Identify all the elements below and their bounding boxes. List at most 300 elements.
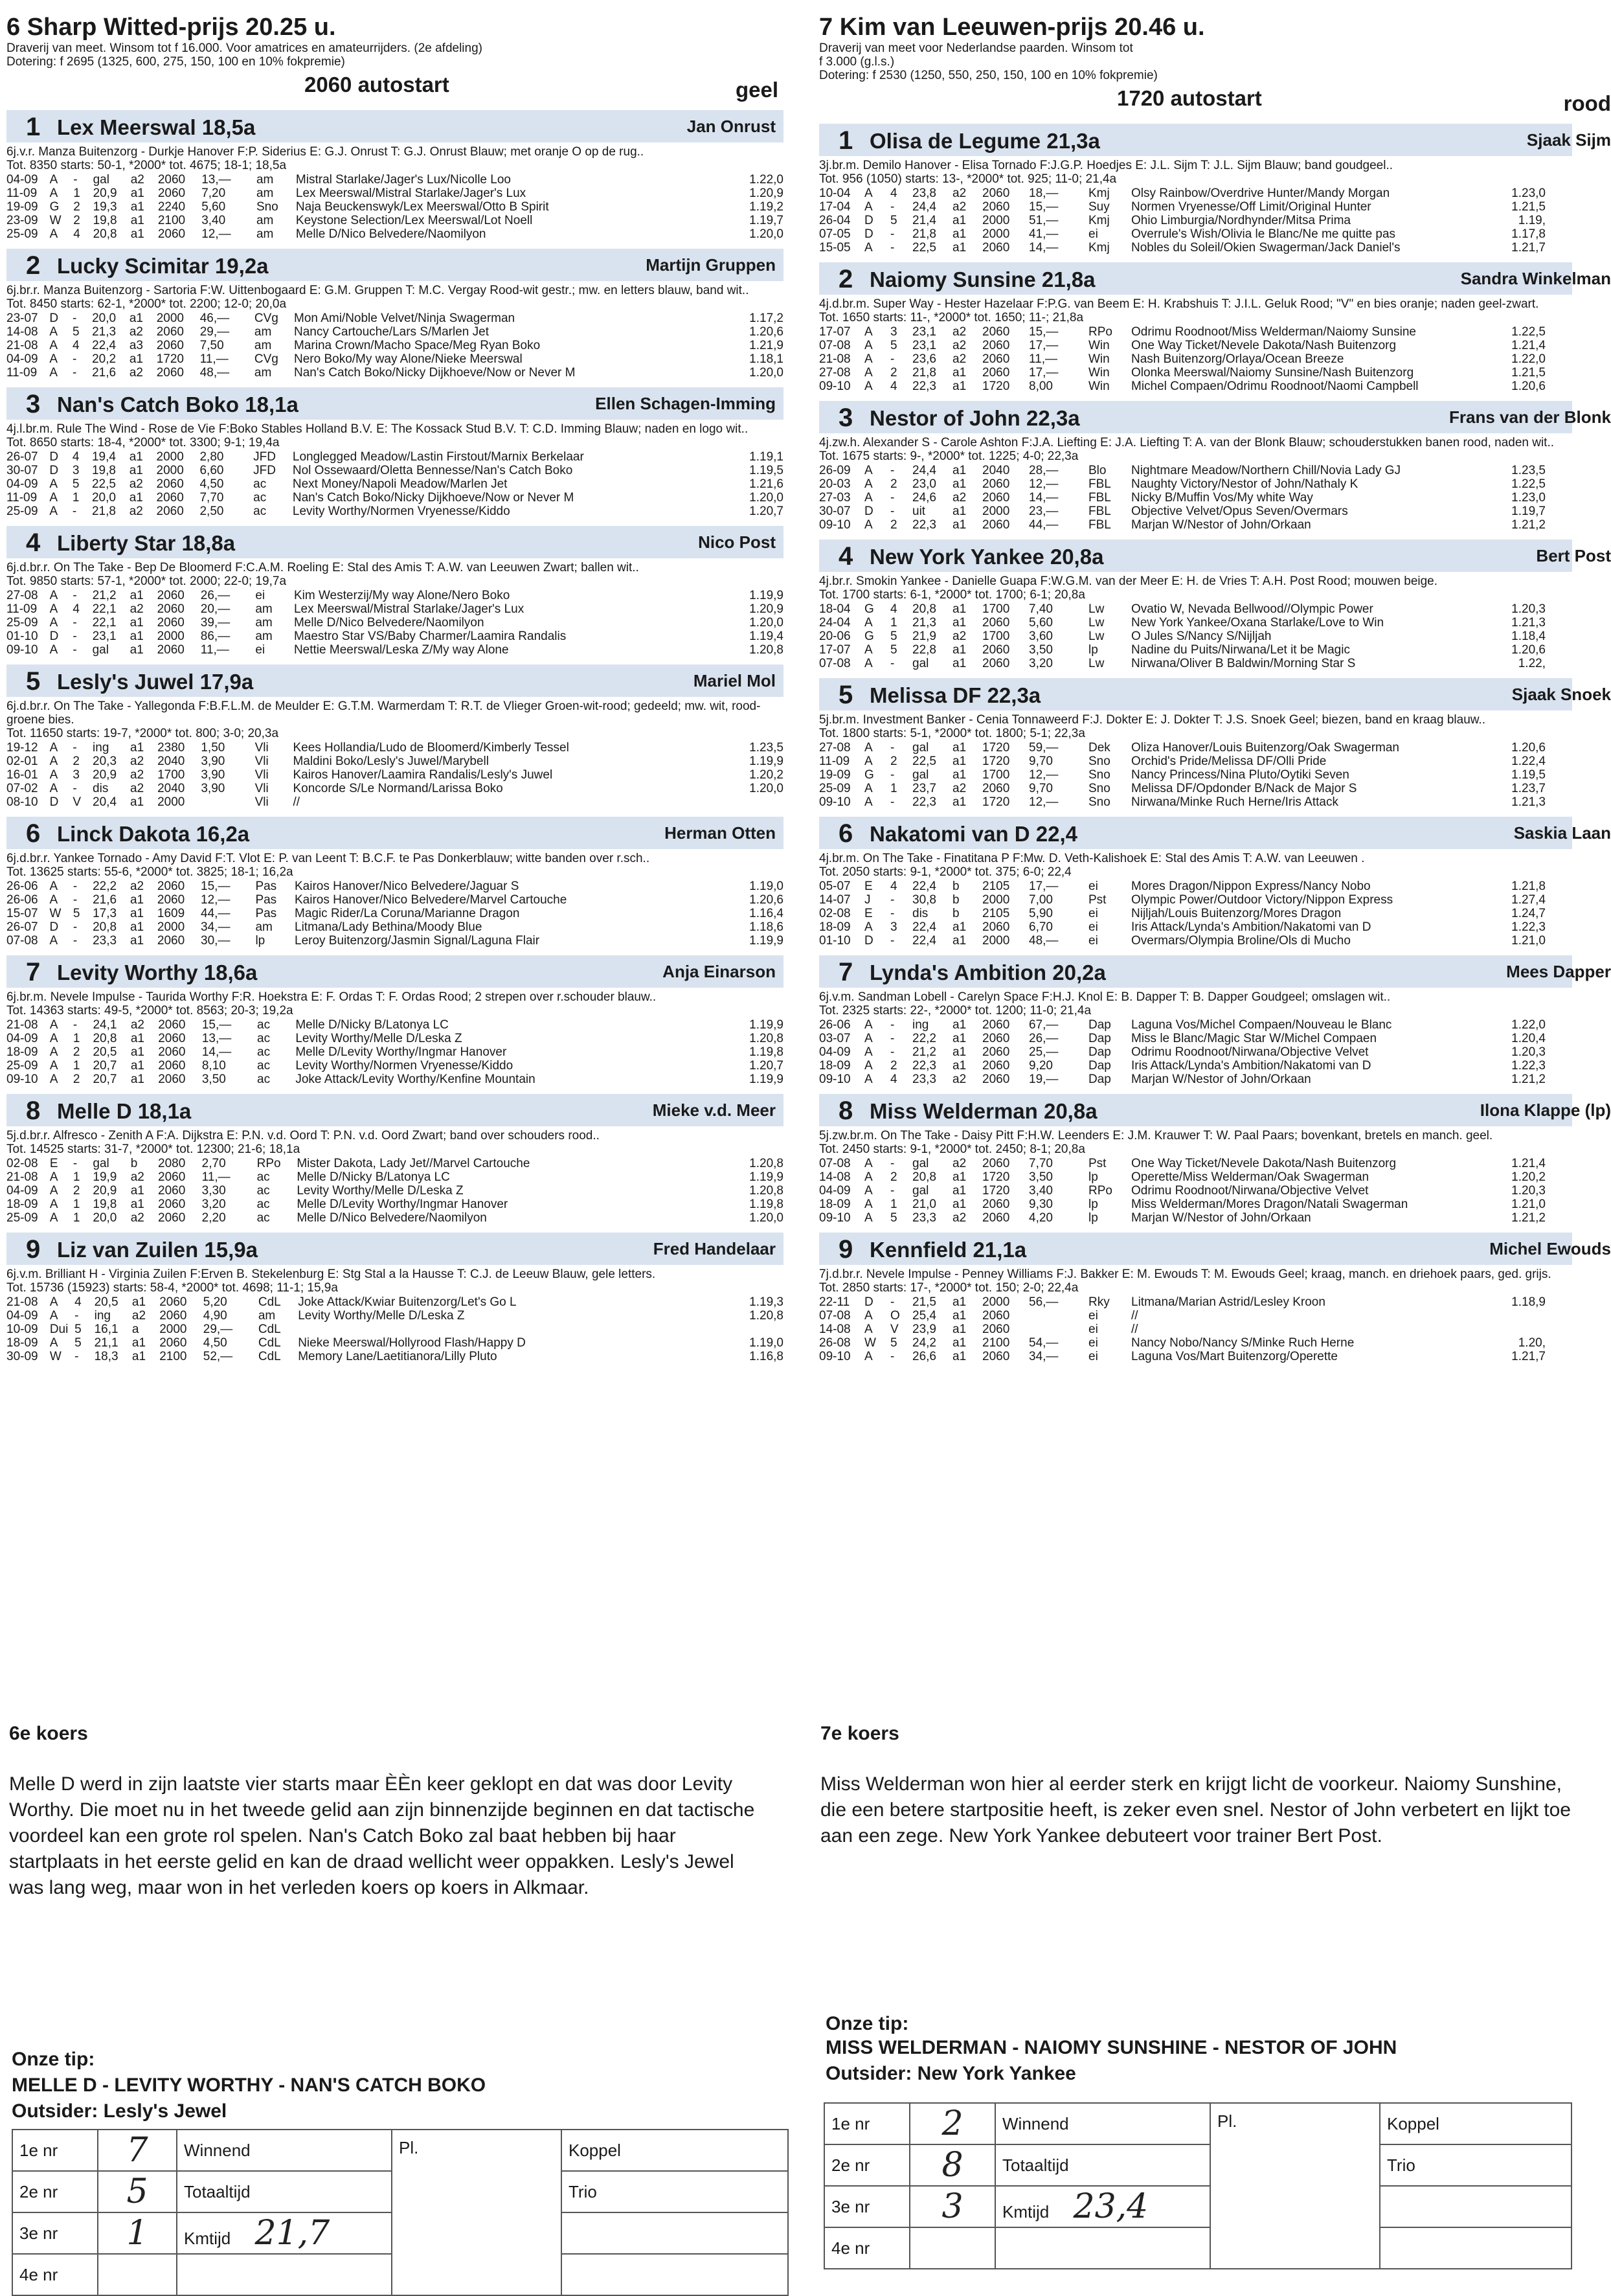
- result-cell: New York Yankee/Oxana Starlake/Love to Win: [1131, 616, 1384, 630]
- result-cell: Blo: [1088, 464, 1107, 477]
- result-cell: A: [49, 768, 58, 782]
- slip-pl-cell[interactable]: [1210, 2103, 1380, 2269]
- result-cell: A: [864, 1350, 873, 1363]
- result-cell: 1.19,5: [749, 464, 783, 477]
- result-row: [819, 352, 1546, 366]
- result-cell: 2105: [982, 880, 1010, 893]
- result-row: [819, 339, 1546, 352]
- horse-header-bar: [6, 249, 783, 281]
- slip-empty-cell[interactable]: [561, 2212, 788, 2254]
- result-cell: lp: [1088, 1170, 1098, 1184]
- result-cell: 1.23,7: [1511, 782, 1546, 795]
- result-cell: 9,20: [1029, 1059, 1053, 1073]
- result-cell: a2: [952, 630, 967, 643]
- slip-row: [824, 2144, 1572, 2186]
- result-cell: A: [864, 241, 873, 255]
- result-cell: 2000: [156, 464, 184, 477]
- horse-header-bar: [6, 1233, 783, 1265]
- result-cell: 20,3: [93, 755, 117, 768]
- result-cell: 1.20,0: [749, 227, 783, 241]
- race-6-distance: 2060 autostart: [304, 73, 449, 97]
- result-cell: a1: [131, 1295, 146, 1309]
- result-cell: 23-09: [6, 214, 38, 227]
- result-cell: gal: [912, 741, 929, 755]
- result-cell: G: [864, 602, 874, 616]
- result-cell: 14-08: [819, 1170, 851, 1184]
- result-cell: -: [73, 920, 78, 934]
- result-cell: a2: [952, 352, 967, 366]
- result-cell: 2060: [157, 893, 185, 907]
- slip-empty-cell[interactable]: [177, 2254, 392, 2295]
- result-cell: 1: [890, 616, 897, 630]
- result-cell: Operette/Miss Welderman/Oak Swagerman: [1131, 1170, 1369, 1184]
- result-cell: A: [49, 477, 58, 491]
- result-cell: -: [890, 768, 895, 782]
- race-7-horse-list: [819, 124, 1611, 1363]
- result-cell: am: [255, 602, 273, 616]
- result-cell: 1.20,0: [749, 782, 783, 795]
- result-cell: 2060: [982, 491, 1010, 505]
- result-cell: 2060: [982, 1032, 1010, 1045]
- slip-entry[interactable]: [910, 2103, 995, 2144]
- result-cell: 2060: [158, 1211, 186, 1225]
- slip-row-label: 2e nr: [12, 2171, 98, 2212]
- result-cell: Kmj: [1088, 241, 1110, 255]
- horse-header-bar: [819, 678, 1611, 710]
- slip-entry[interactable]: [910, 2186, 995, 2227]
- result-cell: 2060: [982, 241, 1010, 255]
- result-cell: 1.27,4: [1511, 893, 1546, 907]
- result-cell: 5: [73, 325, 80, 339]
- result-cell: [1494, 1309, 1546, 1323]
- result-cell: -: [890, 352, 895, 366]
- result-cell: 5,60: [1029, 616, 1053, 630]
- result-cell: Laguna Vos/Michel Compaen/Nouveau le Blanc: [1131, 1018, 1392, 1032]
- horse-entry: [6, 387, 783, 518]
- result-cell: Kairos Hanover/Nico Belvedere/Jaguar S: [295, 880, 519, 893]
- result-cell: 5,20: [203, 1295, 227, 1309]
- result-cell: a1: [952, 464, 967, 477]
- result-cell: 17,—: [1029, 880, 1059, 893]
- horse-pedigree: 6j.d.br.r. On The Take - Bep De Bloomerd F:C.A.M. Roeling E: Stal des Amis T: A.W. van Leeuwen Zwart; ballen wit..: [6, 561, 639, 574]
- result-cell: A: [49, 934, 58, 948]
- result-row: [819, 200, 1546, 214]
- result-cell: b: [130, 1157, 138, 1170]
- horse-pedigree: 5j.zw.br.m. On The Take - Daisy Pitt F:H.W. Leenders E: J.M. Krauwer T: W. Paal Paars; bovenkant, bretels en manch. geel.: [819, 1129, 1493, 1142]
- result-row: [819, 657, 1546, 670]
- horse-name: Nakatomi van D 22,4: [870, 822, 1077, 846]
- result-cell: A: [49, 1309, 58, 1323]
- result-cell: 1.21,8: [1511, 880, 1546, 893]
- result-cell: Pst: [1088, 1157, 1107, 1170]
- result-cell: Win: [1088, 366, 1110, 380]
- result-cell: 2380: [157, 741, 185, 755]
- slip-totaaltijd-label: Totaaltijd: [995, 2144, 1210, 2186]
- result-cell: W: [49, 1350, 62, 1363]
- result-cell: D: [864, 934, 873, 948]
- result-cell: 21,4: [912, 214, 936, 227]
- result-cell: Laguna Vos/Mart Buitenzorg/Operette: [1131, 1350, 1338, 1363]
- result-cell: 52,—: [203, 1350, 233, 1363]
- result-cell: Naja Beuckenswyk/Lex Meerswal/Otto B Spirit: [295, 200, 549, 214]
- result-cell: 27-08: [6, 589, 38, 602]
- result-row: [6, 795, 783, 809]
- result-cell: 2,50: [199, 505, 224, 518]
- result-cell: Nash Buitenzorg/Orlaya/Ocean Breeze: [1131, 352, 1344, 366]
- result-cell: 20,9: [93, 187, 117, 200]
- horse-number: 4: [839, 542, 853, 571]
- result-cell: 23,3: [93, 934, 117, 948]
- race-7-color: rood: [1563, 91, 1611, 115]
- result-cell: 14,—: [201, 1045, 232, 1059]
- horse-driver: Ilona Klappe (lp): [1480, 1100, 1611, 1120]
- result-row: [819, 768, 1546, 782]
- slip-entry[interactable]: [98, 2254, 177, 2295]
- horse-results-table: [819, 741, 1546, 809]
- result-cell: 2060: [982, 782, 1010, 795]
- result-row: [6, 934, 783, 948]
- result-cell: A: [864, 352, 873, 366]
- horse-results-table: [819, 1157, 1546, 1225]
- result-cell: -: [74, 1350, 79, 1363]
- result-cell: 5,90: [1029, 907, 1053, 920]
- result-cell: 2000: [982, 934, 1010, 948]
- result-cell: ac: [257, 1032, 271, 1045]
- result-cell: 1: [890, 782, 897, 795]
- slip-entry[interactable]: [98, 2212, 177, 2254]
- result-cell: 24,1: [93, 1018, 117, 1032]
- result-cell: FBL: [1088, 518, 1111, 532]
- result-cell: 19,4: [91, 450, 116, 464]
- result-cell: O: [890, 1309, 900, 1323]
- result-cell: a1: [130, 920, 144, 934]
- result-cell: A: [49, 602, 58, 616]
- slip-entry[interactable]: [98, 2171, 177, 2212]
- result-cell: 59,—: [1029, 741, 1059, 755]
- result-cell: 5: [890, 630, 897, 643]
- result-cell: 26-07: [6, 450, 38, 464]
- result-cell: 21-08: [6, 1018, 38, 1032]
- result-cell: [1494, 1323, 1546, 1336]
- horse-pedigree: 6j.br.m. Nevele Impulse - Taurida Worthy F:R. Hoekstra E: F. Ordas T: F. Ordas Rood; 2 strepen over r.schouder blauw..: [6, 990, 657, 1004]
- horse-number: 5: [26, 667, 41, 696]
- result-row: [6, 505, 783, 518]
- result-cell: 20,9: [93, 1184, 117, 1198]
- result-cell: a1: [130, 214, 144, 227]
- result-cell: 2060: [158, 1059, 186, 1073]
- result-cell: 18-09: [819, 1198, 851, 1211]
- result-cell: 09-10: [819, 518, 851, 532]
- result-row: [819, 616, 1546, 630]
- result-cell: 23-07: [6, 312, 38, 325]
- result-cell: Marjan W/Nestor of John/Orkaan: [1131, 1211, 1311, 1225]
- result-cell: FBL: [1088, 477, 1111, 491]
- result-row: [819, 602, 1546, 616]
- result-cell: A: [864, 1018, 873, 1032]
- result-cell: a1: [952, 241, 967, 255]
- result-cell: Normen Vryenesse/Off Limit/Original Hunter: [1131, 200, 1371, 214]
- result-cell: 8,00: [1029, 380, 1053, 393]
- result-cell: 2040: [982, 464, 1010, 477]
- result-cell: Kees Hollandia/Ludo de Bloomerd/Kimberly Tessel: [293, 741, 569, 755]
- horse-totals: Tot. 1700 starts: 6-1, *2000* tot. 1700; 6-1; 20,8a: [819, 588, 1085, 602]
- result-cell: 1.19,2: [749, 200, 783, 214]
- race-7-conditions: Draverij van meet voor Nederlandse paarden. Winsom tot: [819, 41, 1133, 55]
- slip-entry[interactable]: [910, 2227, 995, 2269]
- result-cell: a1: [131, 1350, 146, 1363]
- result-row: [6, 1184, 783, 1198]
- result-cell: 20,7: [93, 1059, 117, 1073]
- result-cell: 1.17,2: [749, 312, 783, 325]
- result-cell: a1: [952, 227, 967, 241]
- result-cell: Levity Worthy/Normen Vryenesse/Kiddo: [295, 1059, 513, 1073]
- result-cell: 24,2: [912, 1336, 936, 1350]
- result-row: [6, 1323, 783, 1336]
- result-cell: a1: [952, 755, 967, 768]
- result-cell: 2060: [158, 1032, 186, 1045]
- result-cell: 20,0: [93, 1211, 117, 1225]
- result-cell: Nancy Princess/Nina Pluto/Oytiki Seven: [1131, 768, 1349, 782]
- result-cell: 2060: [157, 227, 186, 241]
- result-cell: A: [49, 491, 58, 505]
- horse-pedigree: 6j.br.r. Manza Buitenzorg - Sartoria F:W. Uittenbogaard E: G.M. Gruppen T: M.C. Vergay Rood-wit gestr.; mw. en letters blauw, band wit..: [6, 284, 749, 297]
- horse-driver: Sjaak Snoek: [1511, 685, 1611, 704]
- result-cell: ac: [256, 1198, 270, 1211]
- race-6-header: [6, 0, 783, 102]
- result-cell: G: [864, 630, 874, 643]
- result-cell: 30-07: [6, 464, 38, 477]
- slip-empty-cell[interactable]: [1380, 2186, 1572, 2227]
- result-cell: A: [864, 1032, 873, 1045]
- result-cell: 2060: [982, 643, 1010, 657]
- slip-empty-cell[interactable]: [995, 2227, 1210, 2269]
- result-cell: A: [864, 616, 873, 630]
- result-cell: Keystone Selection/Lex Meerswal/Lot Noell: [295, 214, 533, 227]
- result-cell: 21,5: [912, 1295, 936, 1309]
- result-cell: 1: [73, 1211, 80, 1225]
- result-cell: 22,1: [92, 616, 117, 630]
- result-cell: a1: [952, 505, 967, 518]
- slip-kmtijd-cell[interactable]: [995, 2186, 1210, 2227]
- result-cell: 15-07: [6, 907, 38, 920]
- result-cell: 09-10: [819, 1211, 851, 1225]
- result-cell: 2060: [982, 477, 1010, 491]
- result-cell: 1.23,5: [749, 741, 783, 755]
- result-cell: A: [49, 741, 58, 755]
- result-cell: 2060: [159, 1295, 187, 1309]
- result-cell: 4: [890, 1073, 897, 1086]
- result-cell: a2: [952, 1157, 967, 1170]
- slip-kmtijd-cell[interactable]: [177, 2212, 392, 2254]
- result-cell: a3: [129, 339, 143, 352]
- result-cell: 30-09: [6, 1350, 38, 1363]
- result-cell: 3,50: [1029, 1170, 1053, 1184]
- result-cell: 2100: [157, 214, 186, 227]
- result-cell: Marina Crown/Macho Space/Meg Ryan Boko: [294, 339, 541, 352]
- result-cell: -: [73, 741, 77, 755]
- result-cell: 1.18,4: [1511, 630, 1546, 643]
- result-row: [819, 934, 1546, 948]
- result-cell: 1.21,0: [1511, 1198, 1546, 1211]
- result-cell: 48,—: [199, 366, 230, 380]
- result-cell: ei: [1088, 934, 1098, 948]
- slip-pl-cell[interactable]: [392, 2130, 561, 2295]
- result-cell: ing: [93, 741, 109, 755]
- horse-name: Nestor of John 22,3a: [870, 406, 1080, 430]
- horse-name: Nan's Catch Boko 18,1a: [57, 392, 299, 416]
- result-cell: 1.20,8: [749, 643, 783, 657]
- result-cell: Lw: [1088, 657, 1105, 670]
- result-cell: dis: [912, 907, 929, 920]
- result-cell: 1.21,3: [1511, 795, 1546, 809]
- result-cell: -: [73, 366, 77, 380]
- result-cell: 25-09: [6, 616, 38, 630]
- result-cell: -: [890, 907, 895, 920]
- result-cell: b: [952, 907, 960, 920]
- result-cell: A: [864, 1059, 873, 1073]
- horse-results-table: [6, 741, 783, 809]
- result-cell: 51,—: [1029, 214, 1059, 227]
- result-cell: gal: [93, 1157, 109, 1170]
- result-cell: 1.23,0: [1511, 187, 1546, 200]
- result-cell: a1: [952, 1045, 967, 1059]
- horse-totals: Tot. 13625 starts: 55-6, *2000* tot. 3825; 18-1; 16,2a: [6, 865, 293, 879]
- result-row: [6, 352, 783, 366]
- horse-header-bar: [819, 955, 1611, 988]
- horse-totals: Tot. 2850 starts: 17-, *2000* tot. 150; 2-0; 22,4a: [819, 1281, 1079, 1295]
- result-cell: 25-09: [6, 1211, 38, 1225]
- result-cell: 23,1: [912, 339, 936, 352]
- result-cell: Win: [1088, 339, 1110, 352]
- result-cell: A: [49, 1059, 58, 1073]
- horse-name: Naiomy Sunsine 21,8a: [870, 267, 1096, 291]
- result-cell: 2: [890, 1059, 897, 1073]
- result-cell: -: [73, 616, 77, 630]
- result-cell: 1.20,6: [1511, 741, 1546, 755]
- result-cell: 2060: [158, 1073, 186, 1086]
- result-cell: 1.21,2: [1511, 1073, 1546, 1086]
- result-cell: 1.22,5: [1511, 325, 1546, 339]
- result-cell: E: [49, 1157, 58, 1170]
- slip-row: [824, 2227, 1572, 2269]
- result-cell: 2060: [982, 352, 1010, 366]
- result-cell: 23,8: [912, 187, 936, 200]
- result-cell: 2060: [157, 187, 186, 200]
- result-cell: 11-09: [6, 602, 38, 616]
- result-cell: -: [890, 1045, 895, 1059]
- result-cell: a1: [129, 352, 143, 366]
- result-cell: 1.19,9: [749, 1170, 783, 1184]
- result-cell: Magic Rider/La Coruna/Marianne Dragon: [295, 907, 520, 920]
- slip-row-label: 1e nr: [12, 2130, 98, 2171]
- result-cell: 1.20,0: [749, 1211, 783, 1225]
- horse-name: Melissa DF 22,3a: [870, 683, 1041, 707]
- result-cell: 2060: [982, 1323, 1010, 1336]
- result-cell: 1.22,3: [1511, 1059, 1546, 1073]
- result-cell: 1.20,9: [749, 187, 783, 200]
- result-cell: gal: [912, 1184, 929, 1198]
- slip-entry[interactable]: [98, 2130, 177, 2171]
- result-cell: 17-07: [819, 325, 851, 339]
- result-cell: 9,70: [1029, 755, 1053, 768]
- result-cell: 4: [72, 450, 80, 464]
- result-cell: Odrimu Roodnoot/Nirwana/Objective Velvet: [1131, 1045, 1369, 1059]
- result-cell: 3,60: [1029, 630, 1053, 643]
- result-cell: Sno: [1088, 768, 1110, 782]
- result-cell: 02-08: [819, 907, 851, 920]
- result-cell: CVg: [254, 352, 278, 366]
- result-cell: 25-09: [6, 227, 38, 241]
- horse-driver: Sandra Winkelman: [1460, 269, 1611, 288]
- result-cell: 3,90: [201, 782, 225, 795]
- result-cell: -: [890, 464, 895, 477]
- result-cell: 5: [72, 477, 80, 491]
- slip-empty-cell[interactable]: [1380, 2227, 1572, 2269]
- result-cell: 3,30: [201, 1184, 226, 1198]
- result-cell: 5,60: [201, 200, 226, 214]
- result-cell: -: [73, 1157, 78, 1170]
- result-cell: a1: [130, 630, 144, 643]
- result-cell: 5: [890, 643, 897, 657]
- slip-row: [12, 2130, 788, 2171]
- result-cell: 2060: [159, 1309, 187, 1323]
- result-cell: [1029, 1309, 1088, 1323]
- result-row: [819, 782, 1546, 795]
- result-row: [6, 1198, 783, 1211]
- result-cell: a1: [130, 1198, 144, 1211]
- result-cell: Levity Worthy/Melle D/Leska Z: [297, 1184, 464, 1198]
- result-cell: 1.20,6: [749, 325, 783, 339]
- result-cell: 41,—: [1029, 227, 1059, 241]
- horse-driver: Mees Dapper: [1506, 962, 1611, 981]
- result-cell: -: [72, 505, 77, 518]
- handwritten-number: 1: [126, 2214, 148, 2253]
- result-row: [6, 1295, 783, 1309]
- result-cell: Next Money/Napoli Meadow/Marlen Jet: [292, 477, 508, 491]
- result-cell: A: [864, 657, 873, 670]
- result-cell: am: [254, 339, 272, 352]
- result-cell: ac: [257, 1018, 271, 1032]
- result-cell: 05-07: [819, 880, 851, 893]
- result-cell: 21,3: [92, 325, 117, 339]
- slip-entry[interactable]: [910, 2144, 995, 2186]
- slip-empty-cell[interactable]: [561, 2254, 788, 2295]
- result-cell: -: [73, 782, 77, 795]
- result-cell: ac: [256, 1170, 270, 1184]
- result-cell: 19,9: [93, 1170, 117, 1184]
- result-cell: 7,40: [1029, 602, 1053, 616]
- horse-totals: Tot. 11650 starts: 19-7, *2000* tot. 800; 3-0; 20,3a: [6, 727, 279, 740]
- result-cell: a2: [129, 505, 143, 518]
- result-cell: -: [73, 630, 77, 643]
- result-cell: a1: [952, 1032, 967, 1045]
- result-cell: Nancy Cartouche/Lars S/Marlen Jet: [294, 325, 489, 339]
- result-cell: a1: [952, 768, 967, 782]
- horse-driver: Michel Ewouds: [1489, 1239, 1611, 1258]
- result-cell: a2: [130, 768, 144, 782]
- result-cell: A: [864, 755, 873, 768]
- result-cell: 1609: [157, 907, 185, 920]
- result-cell: 2060: [982, 1211, 1010, 1225]
- result-cell: A: [864, 795, 873, 809]
- result-cell: FBL: [1088, 505, 1111, 518]
- result-cell: 2060: [982, 187, 1010, 200]
- result-cell: Miss le Blanc/Magic Star W/Michel Compaen: [1131, 1032, 1377, 1045]
- result-cell: Marjan W/Nestor of John/Orkaan: [1131, 518, 1311, 532]
- result-cell: A: [864, 380, 873, 393]
- result-cell: Leroy Buitenzorg/Jasmin Signal/Laguna Flair: [295, 934, 540, 948]
- horse-entry: [819, 955, 1611, 1086]
